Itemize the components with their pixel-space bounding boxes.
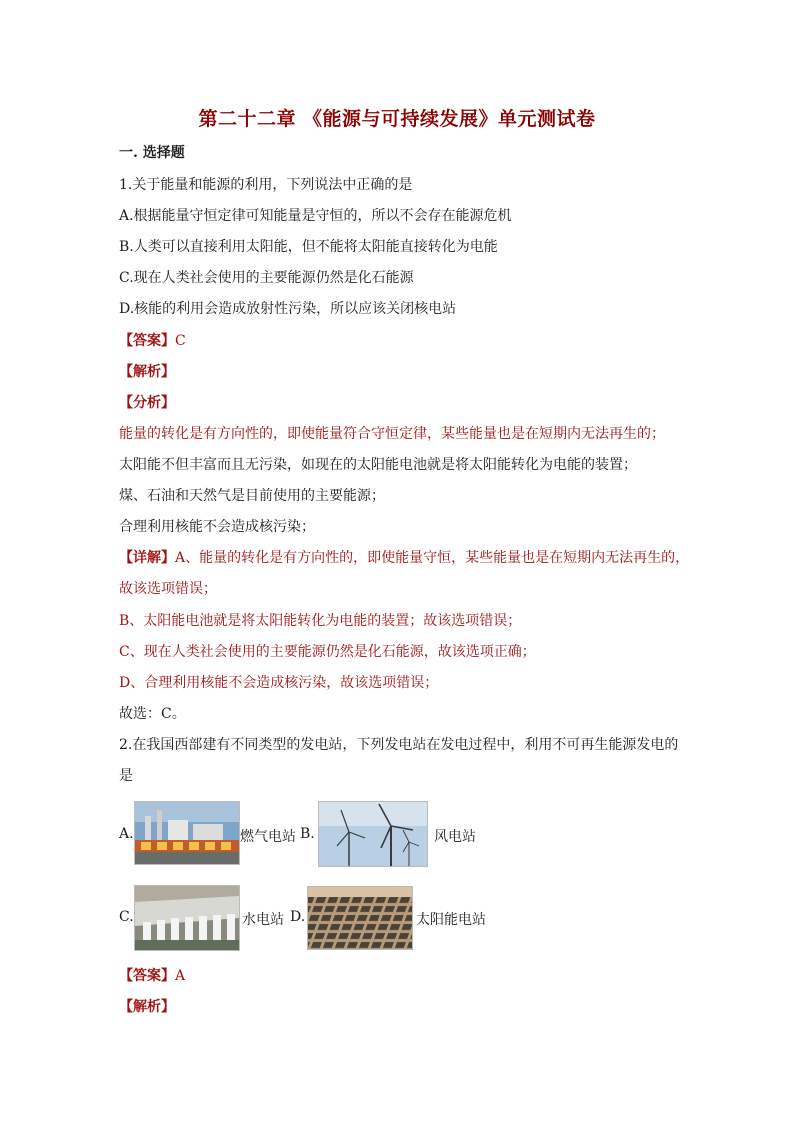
detail-line-1 (119, 548, 689, 568)
question-1-answer (119, 331, 186, 351)
question-2-answer (119, 966, 185, 986)
wind-power-station-image (318, 801, 428, 867)
detail-line-6: 故选：C。 (119, 706, 186, 722)
question-1-stem: 1.关于能量和能源的利用，下列说法中正确的是 (119, 177, 413, 193)
fenxi-tag: 【分析】 (119, 395, 175, 411)
answer-tag: 【答案】 (119, 968, 175, 984)
detail-line-5: D、合理利用核能不会造成核污染，故该选项错误； (119, 675, 439, 691)
fenxi-line-2: 太阳能不但丰富而且无污染，如现在的太阳能电池就是将太阳能转化为电能的装置； (119, 457, 637, 473)
question-1-option-d: D.核能的利用会造成放射性污染，所以应该关闭核电站 (119, 301, 457, 317)
question-1-option-b: B.人类可以直接利用太阳能，但不能将太阳能直接转化为电能 (119, 239, 498, 255)
option-c-label: 水电站 (242, 912, 284, 928)
option-d-prefix: D. (290, 909, 306, 925)
option-b-label: 风电站 (434, 829, 476, 845)
detail-tag: 【详解】 (119, 550, 175, 566)
question-2-stem-line-2: 是 (119, 768, 133, 784)
question-1-option-c: C.现在人类社会使用的主要能源仍然是化石能源 (119, 270, 414, 286)
page-title: 第二十二章 《能源与可持续发展》单元测试卷 (198, 108, 596, 130)
option-c-prefix: C. (119, 909, 134, 925)
section-heading: 一. 选择题 (119, 145, 185, 161)
fenxi-line-4: 合理利用核能不会造成核污染； (119, 519, 315, 535)
question-1-option-a: A.根据能量守恒定律可知能量是守恒的，所以不会存在能源危机 (119, 208, 512, 224)
answer-value: C (175, 333, 186, 349)
answer-tag: 【答案】 (119, 333, 175, 349)
option-a-prefix: A. (119, 826, 134, 842)
detail-line-4: C、现在人类社会使用的主要能源仍然是化石能源，故该选项正确； (119, 644, 536, 660)
solar-power-station-image (307, 886, 413, 950)
analysis-tag: 【解析】 (119, 364, 175, 380)
detail-text-1: A、能量的转化是有方向性的，即使能量守恒，某些能量也是在短期内无法再生的， (175, 550, 690, 566)
hydro-power-station-image (134, 885, 240, 951)
option-a-label: 燃气电站 (240, 829, 296, 845)
fenxi-line-1: 能量的转化是有方向性的，即使能量符合守恒定律，某些能量也是在短期内无法再生的； (119, 426, 665, 442)
question-2-stem-line-1: 2.在我国西部建有不同类型的发电站，下列发电站在发电过程中，利用不可再生能源发电的 (119, 737, 679, 753)
question-2-analysis-tag: 【解析】 (119, 999, 175, 1015)
gas-power-station-image (134, 801, 240, 865)
option-b-prefix: B. (300, 826, 315, 842)
answer-value: A (175, 968, 186, 984)
detail-line-3: B、太阳能电池就是将太阳能转化为电能的装置；故该选项错误； (119, 613, 522, 629)
detail-line-2: 故该选项错误； (119, 581, 217, 597)
fenxi-line-3: 煤、石油和天然气是目前使用的主要能源； (119, 488, 385, 504)
option-d-label: 太阳能电站 (416, 912, 486, 928)
